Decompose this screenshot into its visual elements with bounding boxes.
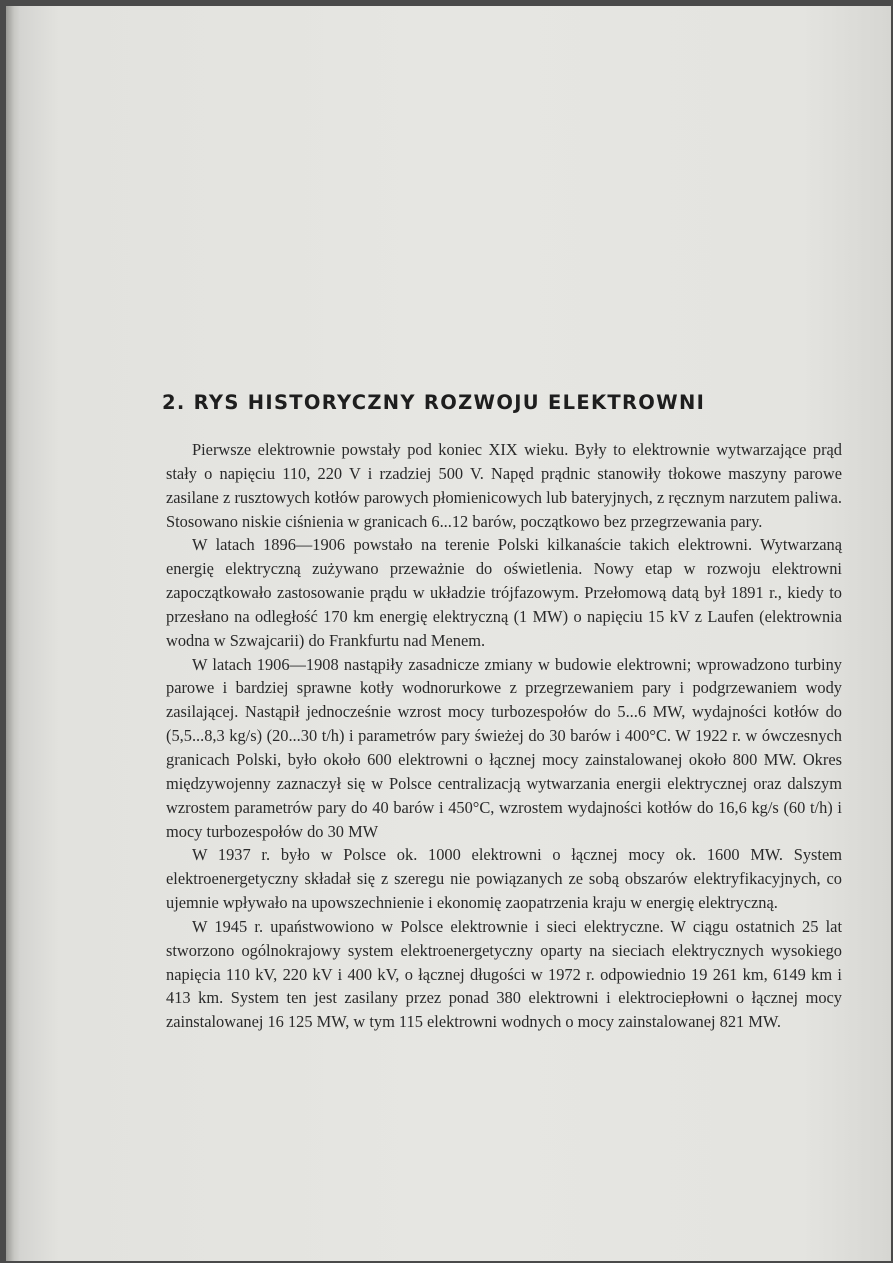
section-body	[166, 438, 842, 1034]
section-heading: 2. RYS HISTORYCZNY ROZWOJU ELEKTROWNI	[162, 391, 706, 414]
paragraph-1: Pierwsze elektrownie powstały pod koniec XIX wieku. Były to elektrownie wytwarzające prąd stały o napięciu 110, 220 V i rzadziej 500 V. Napęd prądnic stanowiły tłokowe maszyny parowe zasilane z rusztowych kotłów parowych płomienicowych lub bateryjnych, z ręcznym narzutem paliwa. Stosowano niskie ciśnienia w granicach 6...12 barów, początkowo bez przegrzewania pary.	[166, 440, 842, 531]
paragraph-2: W latach 1896—1906 powstało na terenie Polski kilkanaście takich elektrowni. Wytwarzaną energię elektryczną zużywano przeważnie do oświetlenia. Nowy etap w rozwoju elektrowni zapoczątkowało zastosowanie prądu w układzie trójfazowym. Przełomową datą był 1891 r., kiedy to przesłano na odległość 170 km energię elektryczną (1 MW) o napięciu 15 kV z Laufen (elektrownia wodna w Szwajcarii) do Frankfurtu nad Menem.	[166, 535, 842, 650]
book-page	[6, 6, 891, 1261]
paragraph-3: W latach 1906—1908 nastąpiły zasadnicze zmiany w budowie elektrowni; wprowadzono turbiny parowe i bardziej sprawne kotły wodnorurkowe z przegrzewaniem pary i podgrzewaniem wody zasilającej. Nastąpił jednocześnie wzrost mocy turbozespołów do 5...6 MW, wydajności kotłów do (5,5...8,3 kg/s) (20...30 t/h) i parametrów pary świeżej do 30 barów i 400°C. W 1922 r. w ówczesnych granicach Polski, było około 600 elektrowni o łącznej mocy zainstalowanej około 800 MW. Okres międzywojenny zaznaczył się w Polsce centralizacją wytwarzania energii elektrycznej oraz dalszym wzrostem parametrów pary do 40 barów i 450°C, wzrostem wydajności kotłów do 16,6 kg/s (60 t/h) i mocy turbozespołów do 30 MW	[166, 654, 842, 841]
paragraph-5: W 1945 r. upaństwowiono w Polsce elektrownie i sieci elektryczne. W ciągu ostatnich 25 lat stworzono ogólnokrajowy system elektroenergetyczny oparty na sieciach elektrycznych wysokiego napięcia 110 kV, 220 kV i 400 kV, o łącznej długości w 1972 r. odpowiednio 19 261 km, 6149 km i 413 km. System ten jest zasilany przez ponad 380 elektrowni i elektrociepłowni o łącznej mocy zainstalowanej 16 125 MW, w tym 115 elektrowni wodnych o mocy zainstalowanej 821 MW.	[166, 916, 842, 1032]
paragraph-4: W 1937 r. było w Polsce ok. 1000 elektrowni o łącznej mocy ok. 1600 MW. System elektroenergetyczny składał się z szeregu nie powiązanych ze sobą obszarów elektryfikacyjnych, co ujemnie wpływało na upowszechnienie i ekonomię zaopatrzenia kraju w energię elektryczną.	[166, 845, 842, 913]
